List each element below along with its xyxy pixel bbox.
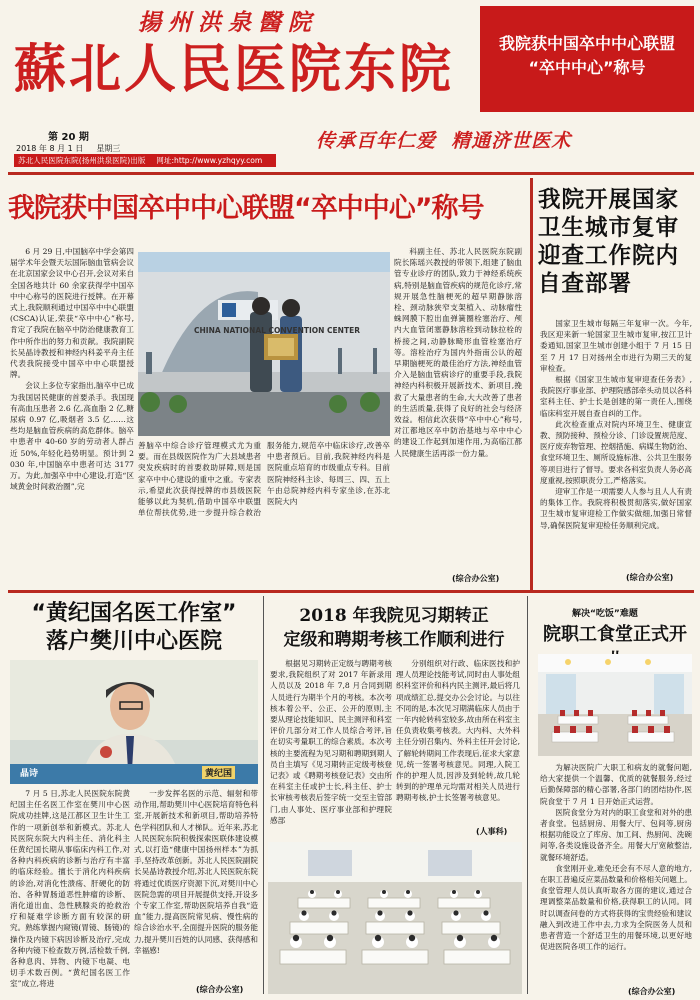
- section-divider: [8, 590, 694, 593]
- issue-number: 第 20 期: [48, 132, 89, 143]
- huang-article-col1: [10, 788, 130, 996]
- issue-weekday: 星期三: [96, 144, 121, 153]
- huang-article-source: (综合办公室): [196, 985, 244, 994]
- huang-article-title: [10, 600, 258, 656]
- right-article-para: 此次检查重点对院内环境卫生、健康宣教、预防接种、预检分诊、门诊设置规范度、医疗废弃物管理、控烟措施、病媒生物防治、食堂环境卫生、厕所设施标准、公共卫生服务等项目进行了督导。要求各科室负责人务必高度重视,按照职责分工,严格落实。: [540, 419, 692, 485]
- issue-date: 2018 年 8 月 1 日: [16, 144, 84, 153]
- promotion-title-line2: 定级和聘期考核工作顺利进行: [283, 630, 505, 650]
- website-link[interactable]: 网址:http://www.yzhqyy.com: [156, 156, 263, 165]
- canteen-article-title: 院职工食堂正式开: [543, 624, 687, 645]
- right-article-body: [540, 318, 692, 566]
- main-article-title: 我院获中国卒中中心联盟“卒中中心”称号: [8, 193, 484, 224]
- right-column-divider: [530, 178, 533, 590]
- canteen-article-para: 为解决医院广大职工和病友的就餐问题,给大家提供一个温馨、优质的就餐服务,经过后勤保障部的精心部署,各部门的团结协作,医院食堂于 7 月 1 日开始正式运营。: [540, 763, 692, 806]
- canteen-article-para: 食堂刚开业,难免还会有不尽人意的地方,在职工普遍反应菜品数量和价格相关问题上。食堂管理人员认真听取各方面的建议,通过合理调整菜品数量和价格,获得职工的认同。同时以调查问卷的方式将获得的宝贵经验和建议融入到改进工作中去,力求为全院医务人员和患者营造一个舒适卫生的用餐环境,以更好地促进医院各项工作的运行。: [540, 863, 692, 952]
- issue-date-row: [16, 143, 120, 154]
- main-article-col-mid: 善脑卒中综合诊疗管理模式尤为重要。而在县级医院作为广大县域患者突发疾病时的首要救助屏障,则是国家卒中中心建设的重中之重。专家表示,希望此次获得授牌的市县级医院能够以此为契机,借助中国卒中联盟单位帮扶优势,进一步提升综合救治服务能力,规范卒中临床诊疗,改善卒中患者预后。目前,我院神经内科是医院重点培育的市级重点专科。目前医院神经科主诊、每周三、四、五上午由总院神经内科专家坐诊,在苏北医院大内: [138, 441, 390, 518]
- huang-article-photo: [10, 660, 258, 784]
- right-article-para: 根据《国家卫生城市复审迎查任务表》,我院医疗事业部、护理院感部牵头动员以各科室科主任、护士长是创建的第一责任人,围绕临床科室开展自查自纠的工作。: [540, 375, 692, 418]
- canteen-article-body: [540, 762, 692, 984]
- headline-box-line1: 我院获中国卒中中心联盟: [498, 34, 675, 53]
- headline-box: [480, 6, 694, 112]
- publisher-bar: [14, 154, 276, 167]
- right-article-title: 我院开展国家卫生城市复审迎查工作院内自查部署: [538, 187, 680, 297]
- right-article-para: 迎审工作是一项需要人人参与且人人有责的集体工作。我院将积极贯彻落实,做好国家卫生城市复审迎检工作做实做细,加强日常督导,确保医院复审迎检任务顺利完成。: [540, 487, 692, 530]
- huang-title-line1: “黄纪国名医工作室”: [31, 601, 237, 626]
- right-article-para: 国家卫生城市每隔三年复审一次。今年,我区迎来新一轮国家卫生城市复审,按江卫计委通知,国家卫生城市创建小组于 7 月 15 日至 7 月 17 日对扬州全市进行为期三天的复审检查。: [540, 319, 692, 373]
- canteen-article-source: (综合办公室): [628, 987, 676, 996]
- promotion-article-photo: [268, 842, 522, 994]
- canteen-article-photo: [538, 654, 692, 756]
- publisher-text: 苏北人民医院东院(扬州洪泉医院)出版: [18, 156, 146, 165]
- main-article-para: 科副主任、苏北人民医院东院副院长陈瑶兴教授的带领下,组建了脑血管专业诊疗的团队,致力于神经系统疾病,特别是脑血管疾病的规范化诊疗,常规开展急性脑梗死的超早期静脉溶栓、颈动脉狭窄支架植入、动脉瘤性蛛网膜下腔出血弹簧圈栓塞治疗、颅内大血管闭塞静脉溶栓到动脉拉栓的桥接之间,动静脉畸形血管栓塞治疗等。溶栓治疗为国内外指南公认的超早期脑梗死的最佳治疗方法,神经血管介入是脑血管病诊疗的重要手段,我院神经内科积极开展新技术、新项目,挽救了大量患者的生命,大大改善了患者的生活质量,获得了良好的社会与经济效益。相信此次获得“卒中中心”称号,对江都地区卒中防治基地与卒中中心的建设工作起到加速作用,为高临江都人民健康生活再添一份力量。: [394, 247, 522, 458]
- main-article-col1: [10, 246, 134, 558]
- main-article-source: (综合办公室): [452, 574, 500, 583]
- masthead-divider: [8, 172, 694, 175]
- right-article-source: (综合办公室): [626, 573, 674, 582]
- canteen-article-para: 医院食堂分为对内的职工食堂和对外的患者食堂。包括厨房、用餐大厅、包间等,厨房根据功能设立了库房、加工间、热厨间、洗碗间等,各类设施设备齐全。用餐大厅宽敞整洁,就餐环境舒适。: [540, 807, 692, 862]
- promotion-title-line1: 2018 年我院见习期转正: [299, 606, 489, 626]
- masthead-motto: 传承百年仁爱 精通济世医术: [316, 130, 572, 152]
- huang-title-line2: 落户樊川中心医院: [45, 629, 222, 654]
- promotion-article-para: 分别组织对行政、临床医技和护理人员理论技能考试,同时由人事处组织科室评价和科内民主测评,最后将几项成绩汇总,提交办公会讨论。与以往不同的是,本次见习期满临床人员由于一年内轮转科室较多,故由所在科室主任负责收集考核表。大内科、大外科主任分别召集内、外科主任开会讨论,了解轮转期间工作表现后,征求大家意见,统一签署考核意见。同理,入院工作的护理人员,因涉及到轮转,故几轮转到的护理单元均需对相关人员进行聘期考核,护士长签署考核意见。: [396, 659, 520, 803]
- main-article-para: 6 月 29 日,中国脑卒中学会第四届学术年会暨天坛国际脑血管病会议在北京国家会议中心召开,会议对来自全国各地共计 60 余家获得学中国卒中中心称号的医院进行授牌。在开幕式上,我院顺利通过中国卒中中心联盟(CSCA)认证,荣获“卒中中心”称号,肯定了我院在脑卒中防治健康教育工作中所作出的努力和贡献。我院副院长吴晶诗教授和神经内科姜平舟主任代表我院接受中国卒中中心联盟授牌。: [10, 247, 134, 380]
- headline-box-line2: “卒中中心”称号: [528, 58, 646, 77]
- huang-article-para: 7 月 5 日,苏北人民医院东院黄纪国主任名医工作室在樊川中心医院成功挂牌,这是江都区卫生计生工作的一项新创举和新模式。苏北人民医院东院大内科主任、消化科主任黄纪国长期从事临床内科工作,对各种内科疾病的诊断与治疗有丰富的临床经验。擅长于消化内科疾病的诊治,对消化性溃疡、肝硬化的防治、各种胃肠道恶性肿瘤的诊断、消化道出血、急性胰腺炎的抢救治疗和疑难学诊断方面有较深的研究。熟练掌握内窥镜(胃镜、肠镜)的操作及内镜下病因诊断及治疗,完成各种内镜下检查数万例,活检数千例,各种息肉、异物、内镜下电凝、电切手术数百例。“黄纪国名医工作室”成立,将进: [10, 789, 130, 989]
- promotion-article-source: (人事科): [476, 827, 508, 836]
- promotion-article-col1: [270, 658, 392, 838]
- promotion-article-title: [268, 604, 520, 652]
- masthead-subtitle: 揚州洪泉醫院: [138, 9, 318, 36]
- main-article-photo: [138, 252, 390, 436]
- banner-left-text: 晶诗: [20, 769, 39, 779]
- promotion-article-col2: [396, 658, 520, 824]
- promotion-article-para: 根据见习期转正定级与聘期考核要求,我院组织了对 2017 年新录用人员以及 2018 年 7,8 月合同到期人员进行为期半个月的考核。本次考核本着公平、公正、公开的原则,主要从理论技能知识、民主测评和科室评价几部分对工作人员综合考评,旨在切实考量职工的综合素质。本次考核的主要流程为见习期和聘期到期人员自主填写《见习期转正定级考核登记表》或《聘期考核登记表》交由所在科室主任或护士长,科主任、护士长审核考核表后签字统一交至主管部门,由人事处、医疗事业部和护理院感部: [270, 659, 392, 825]
- convention-center-image: [138, 252, 390, 436]
- huang-article-para: 一步发挥名医的示范、辐射和带动作用,帮助樊川中心医院培育特色科室,开展新技术和新项目,帮助培养特色学科团队和人才梯队。近年来,苏北人民医院东院积极探索医联体建设模式,以打造“健康中国扬州样本”为抓手,坚持改革创新。苏北人民医院副院长吴晶诗教授介绍,苏北人民医院东院将通过优质医疗资源下沉,对樊川中心医院急需的项目开展提供支持,开设多个专家工作室,帮助医院培养自我“造血”能力,提高医院常见病、慢性病的综合诊治水平,全面提升医院的服务能力,提升樊川百姓的认同感、获得感和幸福感!: [134, 789, 258, 955]
- canteen-image: [538, 654, 692, 756]
- photo-caption: CHINA NATIONAL CONVENTION CENTER: [194, 326, 360, 335]
- canteen-kicker: 解决“吃饭”难题: [572, 609, 638, 619]
- column-divider-1: [263, 596, 264, 994]
- masthead-title: 蘇北人民医院东院: [14, 39, 455, 100]
- main-article-col3: [394, 246, 522, 558]
- huang-article-col2: [134, 788, 258, 984]
- exam-room-image: [268, 842, 522, 994]
- banner-right-text: 黄纪国: [202, 766, 235, 779]
- column-divider-2: [527, 596, 528, 994]
- main-article-para: 会议上多位专家指出,脑卒中已成为我国居民健康的首要杀手。我国现有高血压患者 2.6 亿,高血脂 2 亿,糖尿病 0.97 亿,吸烟者 3.5 亿……这些均是脑血管疾病的高危群体。脑卒中患者中 40-60 岁的劳动者人群占近 50%,年轻化趋势明显。预计到 2030 年,中国脑卒中患者可达 3177 万。为此,加强卒中中心建设,打造“区域黄金时间救治圈”,完: [10, 381, 134, 492]
